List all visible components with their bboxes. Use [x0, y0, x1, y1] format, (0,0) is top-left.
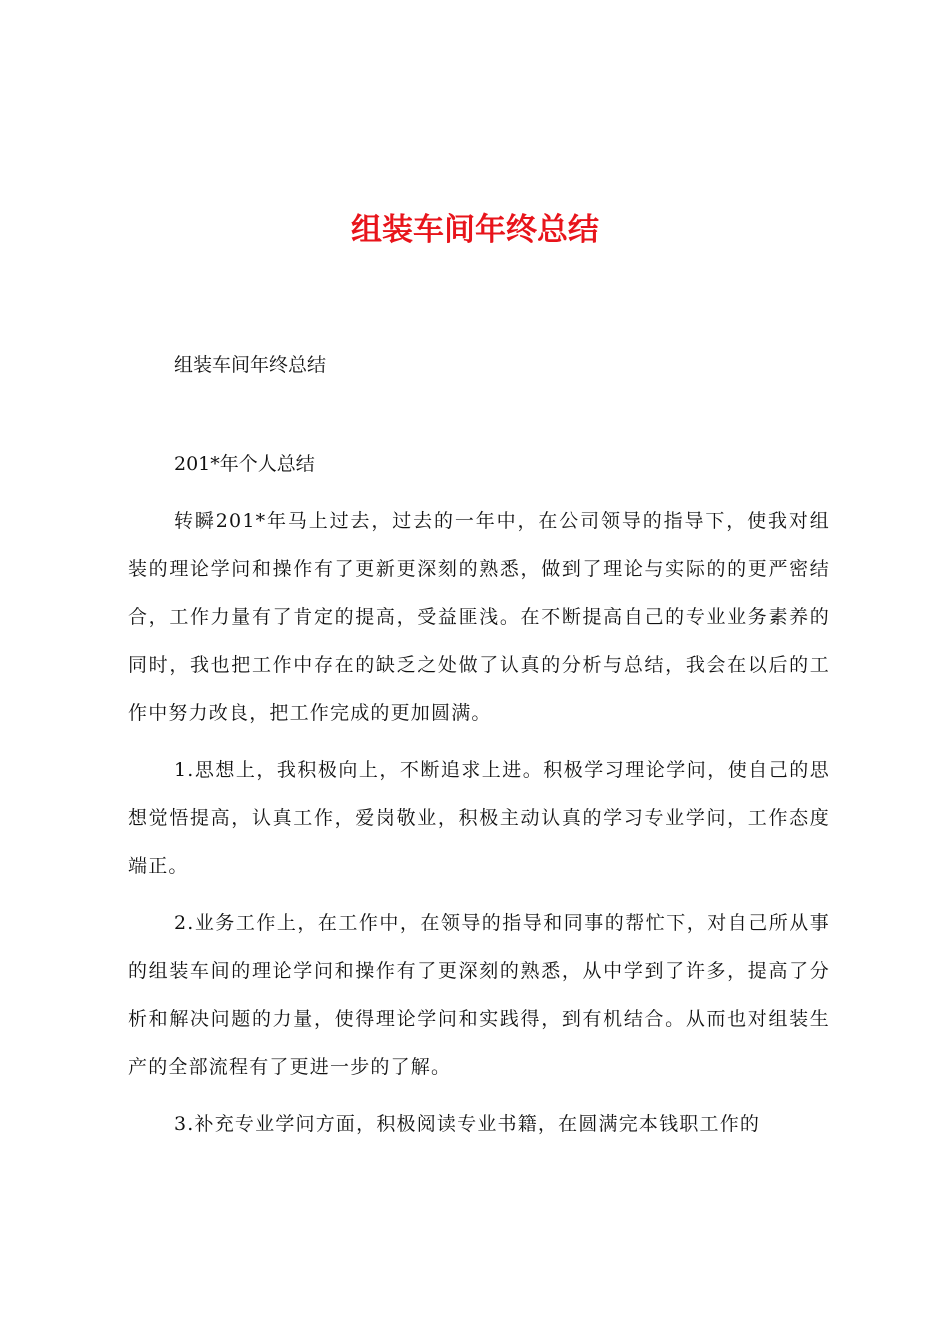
- document-subtitle: 组装车间年终总结: [174, 354, 327, 376]
- paragraph-thought: 1.思想上，我积极向上，不断追求上进。积极学习理论学问，使自己的思想觉悟提高，认真工作，爱岗敬业，积极主动认真的学习专业学问，工作态度端正。: [128, 759, 830, 877]
- year-heading: 201*年个人总结: [174, 453, 315, 475]
- paragraph-business: 2.业务工作上，在工作中，在领导的指导和同事的帮忙下，对自己所从事的组装车间的理论学问和操作有了更深刻的熟悉，从中学到了许多，提高了分析和解决问题的力量，使得理论学问和实践得，到有机结合。从而也对组装生产的全部流程有了更进一步的了解。: [128, 912, 830, 1078]
- document-body: [128, 497, 830, 1157]
- document-title: 组装车间年终总结: [351, 212, 599, 248]
- paragraph-intro: 转瞬201*年马上过去，过去的一年中，在公司领导的指导下，使我对组装的理论学问和操作有了更新更深刻的熟悉，做到了理论与实际的的更严密结合，工作力量有了肯定的提高，受益匪浅。在不断提高自己的专业业务素养的同时，我也把工作中存在的缺乏之处做了认真的分析与总结，我会在以后的工作中努力改良，把工作完成的更加圆满。: [128, 510, 830, 724]
- paragraph-knowledge: 3.补充专业学问方面，积极阅读专业书籍，在圆满完本钱职工作的: [174, 1113, 761, 1135]
